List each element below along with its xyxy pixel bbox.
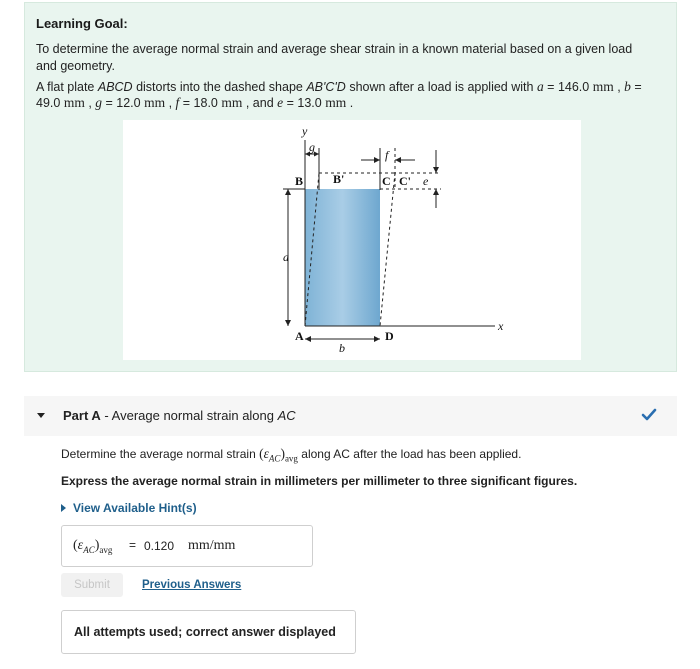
label-y: y [302, 124, 308, 138]
problem-statement: A flat plate ABCD distorts into the dashed shape AB'C'D shown after a load is applied with a = 146.0 mm , b = 49.0 mm , g = 12.0 mm , f = 18.0 mm , and e = 13.0 mm . [36, 79, 642, 110]
label-A: A [295, 329, 304, 343]
part-a-header[interactable] [24, 396, 677, 436]
expand-triangle-icon [61, 504, 66, 512]
previous-answers-link[interactable]: Previous Answers [142, 579, 242, 591]
attempts-status-text: All attempts used; correct answer displayed [74, 625, 336, 639]
answer-value[interactable]: 0.120 [144, 539, 175, 553]
label-a: a [283, 250, 289, 264]
label-g: g [309, 140, 315, 154]
learning-goal-title: Learning Goal: [36, 16, 128, 31]
answer-equals: = [129, 538, 137, 552]
learning-goal-description: To determine the average normal strain and average shear strain in a known material based on a given load and geometry. [36, 42, 633, 73]
answer-unit: mm/mm [188, 538, 236, 553]
label-x: x [498, 319, 504, 333]
label-B: B [295, 174, 304, 188]
submit-button[interactable]: Submit [61, 573, 123, 597]
check-icon [641, 408, 657, 422]
label-D: D [385, 329, 394, 343]
answer-field[interactable] [61, 525, 313, 567]
label-f: f [385, 148, 389, 162]
part-a-title: Part A - Average normal strain along AC [63, 408, 296, 423]
view-hints-link[interactable]: View Available Hint(s) [61, 501, 197, 515]
plate-abcd [305, 189, 380, 326]
dashed-edge-c-prime-d [380, 173, 395, 326]
label-C-prime: C' [399, 174, 411, 188]
label-B-prime: B' [333, 172, 345, 186]
question-instructions: Express the average normal strain in millimeters per millimeter to three significant figures. [61, 474, 578, 488]
learning-goal-panel [24, 2, 677, 372]
label-b: b [339, 341, 345, 355]
label-C: C [382, 174, 391, 188]
answer-symbol: $(\varepsilon_{AC})_{avg}$ [73, 538, 113, 555]
plate-diagram [123, 120, 581, 360]
collapse-caret-icon[interactable] [37, 413, 45, 418]
attempts-status-box [61, 610, 356, 654]
label-e: e [423, 174, 429, 188]
question-text: Determine the average normal strain $(\varepsilon_{AC})_{avg}$ along AC after the load has been applied. [61, 446, 522, 464]
